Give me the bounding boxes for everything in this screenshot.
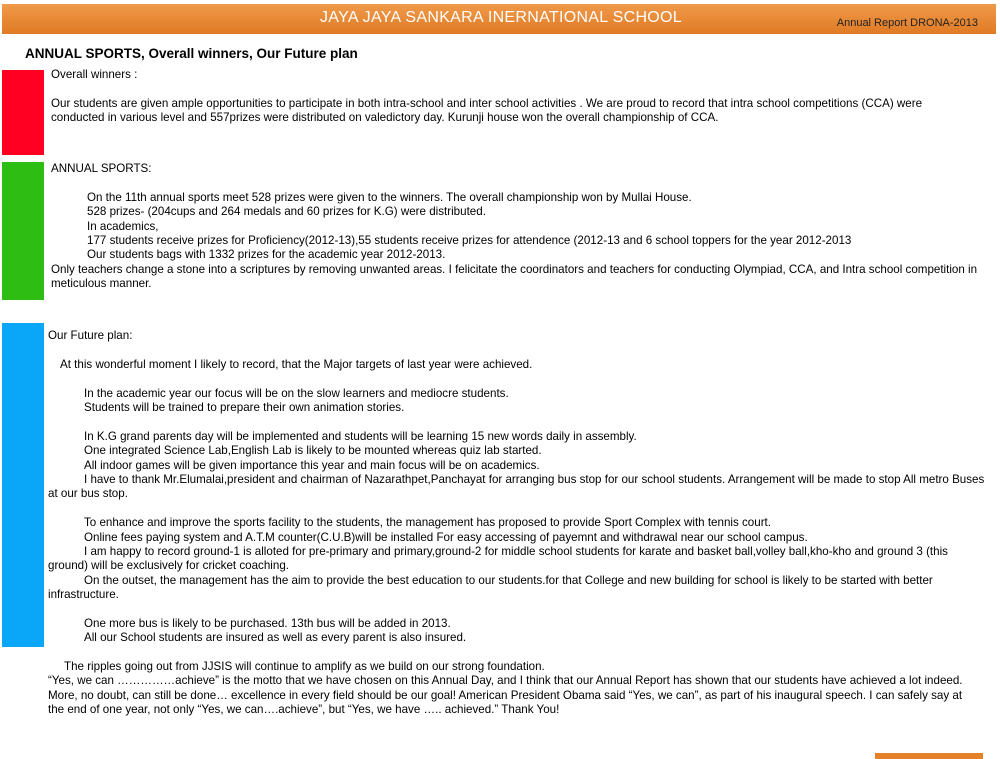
overall-winners-section <box>51 68 971 126</box>
overall-winners-heading: Overall winners : <box>51 68 138 81</box>
annual-sports-section <box>51 162 986 292</box>
list-item: In K.G grand parents day will be implemented and students will be learning 15 new words daily in assembly. <box>84 429 637 443</box>
annual-sports-heading: ANNUAL SPORTS: <box>51 162 152 175</box>
page-header <box>2 4 996 34</box>
list-item: 528 prizes- (204cups and 264 medals and 60 prizes for K.G) were distributed. <box>87 205 486 219</box>
closing-line: The ripples going out from JJSIS will continue to amplify as we build on our strong foundation. <box>64 660 545 673</box>
list-item: On the 11th annual sports meet 528 prizes were given to the winners. The overall championship won by Mullai House. <box>87 190 692 204</box>
list-item: To enhance and improve the sports facility to the students, the management has proposed to provide Sport Complex with tennis court. <box>84 516 771 530</box>
blue-section-bar <box>2 323 44 647</box>
list-item: On the outset, the management has the aim to provide the best education to our students.for that College and new building for school is likely to be started with better infrastructure. <box>48 573 933 602</box>
closing-section <box>48 660 973 718</box>
list-item: In academics, <box>87 219 159 233</box>
list-item: In the academic year our focus will be on the slow learners and mediocre students. <box>84 386 509 400</box>
list-item: All our School students are insured as well as every parent is also insured. <box>84 631 467 645</box>
list-item: Students will be trained to prepare their own animation stories. <box>84 401 405 414</box>
list-item: Online fees paying system and A.T.M counter(C.U.B)will be installed For easy accessing of payemnt and withdrawal near our school campus. <box>84 530 808 544</box>
overall-winners-paragraph: Our students are given ample opportunities to participate in both intra-school and inter school activities . We are proud to record that intra school competitions (CCA) were conducted in various level and 557prizes were distributed on valedictory day. Kurunji house won the overall championship of CCA. <box>51 96 923 125</box>
report-label: Annual Report DRONA-2013 <box>836 17 978 29</box>
school-name: JAYA JAYA SANKARA INERNATIONAL SCHOOL <box>319 9 682 26</box>
list-item: I am happy to record ground-1 is alloted for pre-primary and primary,ground-2 for middle school students for karate and basket ball,volley ball,kho-kho and ground 3 (this ground) will be exclusively for cricket coaching. <box>48 545 948 573</box>
footer-accent-bar <box>875 753 983 759</box>
list-item: One more bus is likely to be purchased. 13th bus will be added in 2013. <box>84 617 451 631</box>
red-section-bar <box>2 70 44 155</box>
page-title: ANNUAL SPORTS, Overall winners, Our Future plan <box>25 46 358 61</box>
future-plan-intro: At this wonderful moment I likely to record, that the Major targets of last year were achieved. <box>60 357 533 371</box>
annual-sports-closing: Only teachers change a stone into a scriptures by removing unwanted areas. I felicitate the coordinators and teachers for conducting Olympiad, CCA, and Intra school competition in meticulous manner. <box>51 262 978 291</box>
list-item: Our students bags with 1332 prizes for the academic year 2012-2013. <box>87 248 446 262</box>
list-item: All indoor games will be given importance this year and main focus will be on academics. <box>84 458 540 472</box>
green-section-bar <box>2 162 44 300</box>
future-plan-heading: Our Future plan: <box>48 329 133 342</box>
future-plan-section <box>48 329 986 646</box>
list-item: I have to thank Mr.Elumalai,president and chairman of Nazarathpet,Panchayat for arranging bus stop for our school students. Arrangement will be made to stop All metro Buses at our bus stop. <box>48 473 985 501</box>
list-item: One integrated Science Lab,English Lab is likely to be mounted whereas quiz lab started. <box>84 444 542 458</box>
closing-paragraph: “Yes, we can ……………achieve” is the motto that we have chosen on this Annual Day, and I think that our Annual Report has shown that our students have achieved a lot indeed. More, no doubt, can still be done… excellence in every field should be our goal! American President Obama said “Yes, we can”, as part of his inaugural speech. I can safely say at the end of one year, not only “Yes, we can….achieve”, but “Yes, we have ….. achieved.” Thank You! <box>48 674 963 717</box>
list-item: 177 students receive prizes for Proficiency(2012-13),55 students receive prizes for attendence (2012-13 and 6 school toppers for the year 2012-2013 <box>87 234 852 248</box>
